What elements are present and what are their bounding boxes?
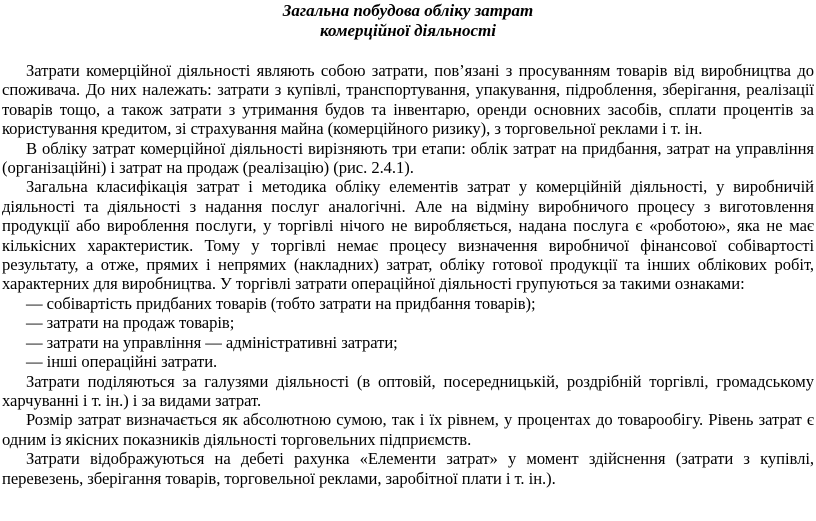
title-block (2, 1, 814, 41)
list-item-3: — затрати на управління — адміністративні затрати; (26, 332, 398, 352)
document-body (2, 61, 814, 488)
paragraph-1: Затрати комерційної діяльності являють собою затрати, пов’язані з просуванням товарів від виробництва до споживача. До них належать: затрати з купівлі, транспортування, упакування, підроблення, зберігання, реалізації товарів тощо, а також затрати з утримання будов та інвентарю, оренди основних засобів, сплати процентів за користування кредитом, зі страхування майна (комерційного ризику), з торговельної реклами і т. ін. (2, 61, 814, 139)
page-title-line-1: Загальна побудова обліку затрат (282, 1, 534, 20)
paragraph-5: Розмір затрат визначається як абсолютною сумою, так і їх рівнем, у процентах до товарообігу. Рівень затрат є одним із якісних показників діяльності торговельних підприємств. (2, 410, 814, 449)
page-title-line-2: комерційної діяльності (320, 21, 496, 40)
paragraph-6: Затрати відображуються на дебеті рахунка «Елементи затрат» у момент здійснення (затрати з купівлі, перевезень, зберігання товарів, торговельної реклами, заробітної плати і т. ін.). (2, 449, 814, 488)
paragraph-4: Затрати поділяються за галузями діяльності (в оптовій, посередницькій, роздрібній торгівлі, громадському харчуванні і т. ін.) і за видами затрат. (2, 371, 814, 410)
list-item-2: — затрати на продаж товарів; (26, 313, 235, 333)
paragraph-2: В обліку затрат комерційної діяльності вирізняють три етапи: облік затрат на придбання, затрат на управління (організаційні) і затрат на продаж (реалізацію) (рис. 2.4.1). (2, 138, 814, 178)
paragraph-3: Загальна класифікація затрат і методика обліку елементів затрат у комерційній діяльності, у виробничій діяльності та діяльності з надання послуг аналогічні. Але на відміну виробничого процесу з виготовлення продукції або вироблення послуги, у торгівлі нічого не виробляється, надана послуга є «роботою», яка не має кількісних характеристик. Тому у торгівлі немає процесу визначення виробничої фінансової собівартості результату, а отже, прямих і непрямих (накладних) затрат, обліку готової продукції та інших облікових робіт, характерних для виробництва. У торгівлі затрати операційної діяльності групуються за такими ознаками: (2, 177, 814, 294)
list-item-1: — собівартість придбаних товарів (тобто затрати на придбання товарів); (26, 293, 536, 313)
list-item-4: — інші операційні затрати. (26, 352, 218, 372)
